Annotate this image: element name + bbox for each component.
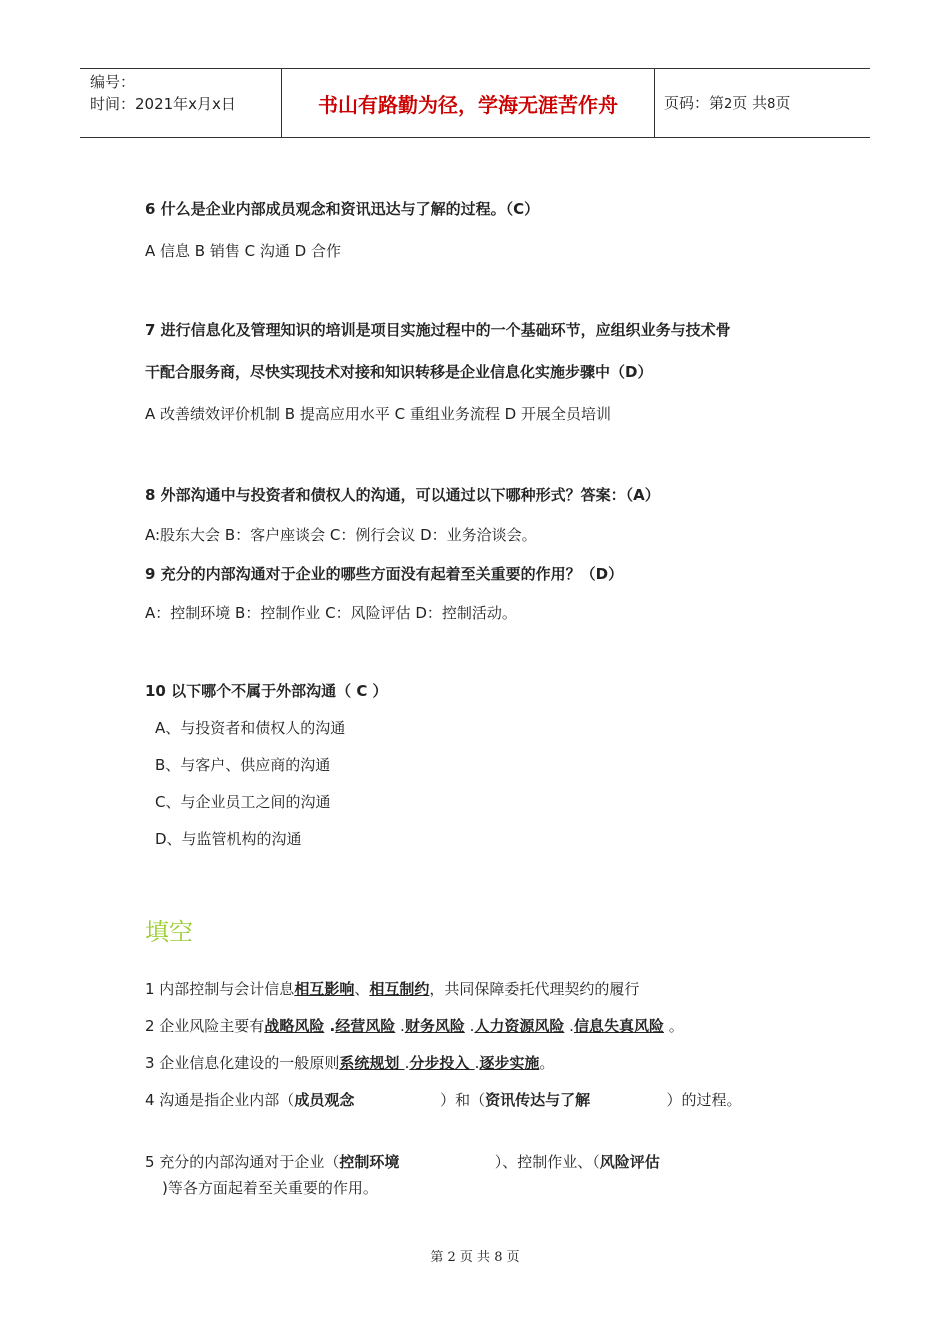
page-number: 2: [724, 97, 733, 112]
fill-item-1: [145, 979, 639, 999]
fill-answer: 逐步实施: [479, 1054, 540, 1072]
page-total: 8: [767, 97, 776, 112]
question-6-options: A 信息 B 销售 C 沟通 D 合作: [145, 242, 341, 260]
question-10: 10 以下哪个不属于外部沟通（ C ）: [145, 682, 388, 700]
fill-item-3: [145, 1053, 554, 1073]
fill-answer: 信息失真风险: [573, 1017, 664, 1035]
fill-item-5: [145, 1152, 660, 1172]
question-10-option-d: D、与监管机构的沟通: [155, 830, 302, 848]
fill-text: ，共同保障委托代理契约的履行: [429, 980, 640, 998]
fill-text: ）、控制作业、（: [399, 1153, 600, 1171]
fill-text: 、: [354, 980, 370, 998]
fill-answer: 成员观念: [294, 1091, 355, 1109]
fill-text: 。: [663, 1017, 684, 1035]
fill-text: ）和（: [354, 1091, 486, 1109]
fill-text: 。: [539, 1054, 555, 1072]
question-7-line2: 干配合服务商，尽快实现技术对接和知识转移是企业信息化实施步骤中（D）: [145, 363, 653, 381]
fill-separator: .: [564, 1017, 574, 1035]
header-divider: [654, 69, 655, 137]
question-6: 6 什么是企业内部成员观念和资讯迅达与了解的过程。（C）: [145, 200, 540, 218]
question-10-option-b: B、与客户、供应商的沟通: [155, 756, 331, 774]
fill-text: 1 内部控制与会计信息: [145, 980, 295, 998]
page-label: 页码：第: [664, 94, 725, 112]
fill-answer: 经营风险: [335, 1017, 396, 1035]
header-motto: 书山有路勤为径，学海无涯苦作舟: [318, 92, 618, 117]
fill-answer: 分步投入: [409, 1054, 475, 1072]
number-label: 编号：: [90, 73, 136, 91]
fill-blank-heading: 填空: [145, 918, 193, 946]
fill-answer: 人力资源风险: [474, 1017, 565, 1035]
fill-answer: 战略风险: [264, 1017, 325, 1035]
fill-separator: .: [404, 1054, 410, 1072]
question-8: 8 外部沟通中与投资者和债权人的沟通，可以通过以下哪种形式？答案：（A）: [145, 486, 660, 504]
fill-answer: 控制环境: [339, 1153, 400, 1171]
question-9-options: A：控制环境 B：控制作业 C：风险评估 D：控制活动。: [145, 604, 517, 622]
question-10-option-c: C、与企业员工之间的沟通: [155, 793, 331, 811]
page-header: [80, 68, 870, 138]
question-7-line1: 7 进行信息化及管理知识的培训是项目实施过程中的一个基础环节，应组织业务与技术骨: [145, 321, 731, 339]
question-8-options: A:股东大会 B：客户座谈会 C：例行会议 D：业务洽谈会。: [145, 526, 537, 544]
question-7-options: A 改善绩效评价机制 B 提高应用水平 C 重组业务流程 D 开展全员培训: [145, 405, 611, 423]
time-label: 时间：2021年x月x日: [90, 95, 236, 113]
page-footer: 第 2 页 共 8 页: [430, 1250, 520, 1265]
fill-text: 4 沟通是指企业内部（: [145, 1091, 295, 1109]
question-9: 9 充分的内部沟通对于企业的哪些方面没有起着至关重要的作用？（D）: [145, 565, 624, 583]
fill-separator: .: [464, 1017, 475, 1035]
fill-answer: 风险评估: [599, 1153, 660, 1171]
fill-separator: .: [395, 1017, 405, 1035]
page-mid: 页 共: [732, 94, 768, 112]
fill-separator: .: [324, 1017, 336, 1035]
fill-answer: 资讯传达与了解: [485, 1091, 591, 1109]
fill-answer: 系统规划: [339, 1054, 405, 1072]
fill-answer: 相互影响: [294, 980, 355, 998]
fill-text: 3 企业信息化建设的一般原则: [145, 1054, 340, 1072]
fill-text: 2 企业风险主要有: [145, 1017, 265, 1035]
fill-answer: 财务风险: [404, 1017, 465, 1035]
question-10-option-a: A、与投资者和债权人的沟通: [155, 719, 346, 737]
fill-item-4: [145, 1090, 741, 1110]
header-page-info: [664, 92, 790, 113]
page-end: 页: [775, 94, 791, 112]
fill-separator: .: [474, 1054, 480, 1072]
fill-answer: 相互制约: [369, 980, 430, 998]
fill-text: ）的过程。: [590, 1091, 742, 1109]
fill-item-2: [145, 1016, 684, 1036]
fill-text: 5 充分的内部沟通对于企业（: [145, 1153, 340, 1171]
fill-item-5-line2: )等各方面起着至关重要的作用。: [162, 1179, 378, 1197]
header-meta: [90, 71, 236, 115]
